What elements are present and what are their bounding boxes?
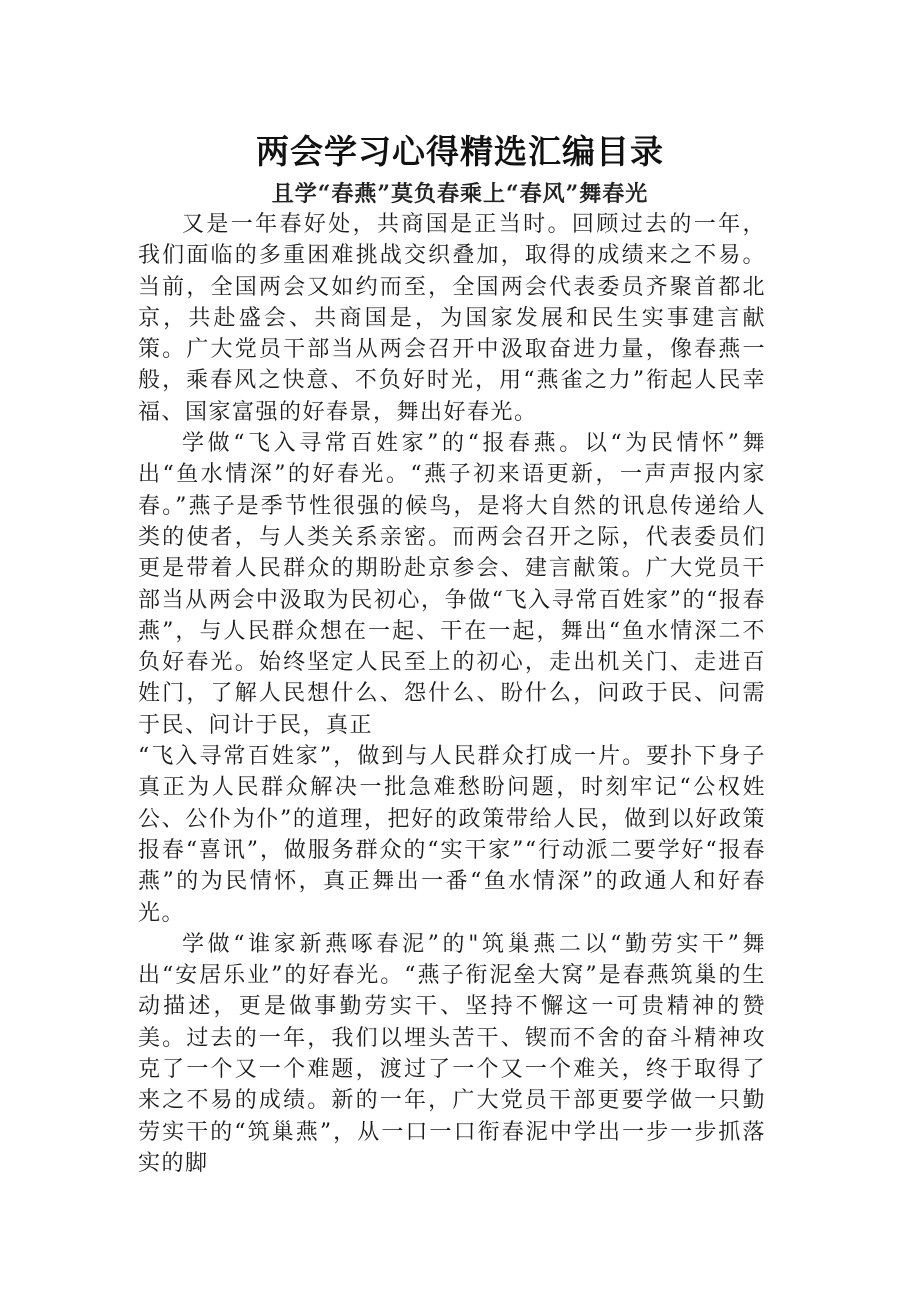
document-title: 两会学习心得精选汇编目录 [256,132,664,171]
article-body [138,209,766,1179]
paragraph-2: 学做“飞入寻常百姓家”的“报春燕。以“为民情怀”舞出“鱼水情深”的好春光。“燕子初来语更新，一声声报内家春。”燕子是季节性很强的候鸟，是将大自然的讯息传递给人类的使者，与人类关系亲密。而两会召开之际，代表委员们更是带着人民群众的期盼赴京参会、建言献策。广大党员干部当从两会中汲取为民初心，争做“飞入寻常百姓家”的“报春燕”，与人民群众想在一起、干在一起，舞出“鱼水情深二不负好春光。始终坚定人民至上的初心，走出机关门、走进百姓门，了解人民想什么、怨什么、盼什么，问政于民、问需于民、问计于民，真正 [138,431,766,738]
paragraph-4: 学做“谁家新燕啄春泥”的"筑巢燕二以“勤劳实干”舞出“安居乐业”的好春光。“燕子衔泥垒大窝”是春燕筑巢的生动描述，更是做事勤劳实干、坚持不懈这一可贵精神的赞美。过去的一年，我们以埋头苦干、锲而不舍的奋斗精神攻克了一个又一个难题，渡过了一个又一个难关，终于取得了来之不易的成绩。新的一年，广大党员干部更要学做一只勤劳实干的“筑巢燕”，从一口一口衔春泥中学出一步一步抓落实的脚 [138,931,766,1176]
paragraph-3: “飞入寻常百姓家”，做到与人民群众打成一片。要扑下身子真正为人民群众解决一批急难愁盼问题，时刻牢记“公权姓公、公仆为仆”的道理，把好的政策带给人民，做到以好政策报春“喜讯”，做服务群众的“实干家”“行动派二要学好“报春燕”的为民情怀，真正舞出一番“鱼水情深”的政通人和好春光。 [138,744,766,926]
paragraph-1: 又是一年春好处，共商国是正当时。回顾过去的一年，我们面临的多重困难挑战交织叠加，取得的成绩来之不易。当前，全国两会又如约而至，全国两会代表委员齐聚首都北京，共赴盛会、共商国是，为国家发展和民生实事建言献策。广大党员干部当从两会召开中汲取奋进力量，像春燕一般，乘春风之快意、不负好时光，用“燕雀之力”衔起人民幸福、国家富强的好春景，舞出好春光。 [138,212,766,425]
article-subtitle: 且学“春燕”莫负春乘上“春风”舞春光 [271,181,649,207]
